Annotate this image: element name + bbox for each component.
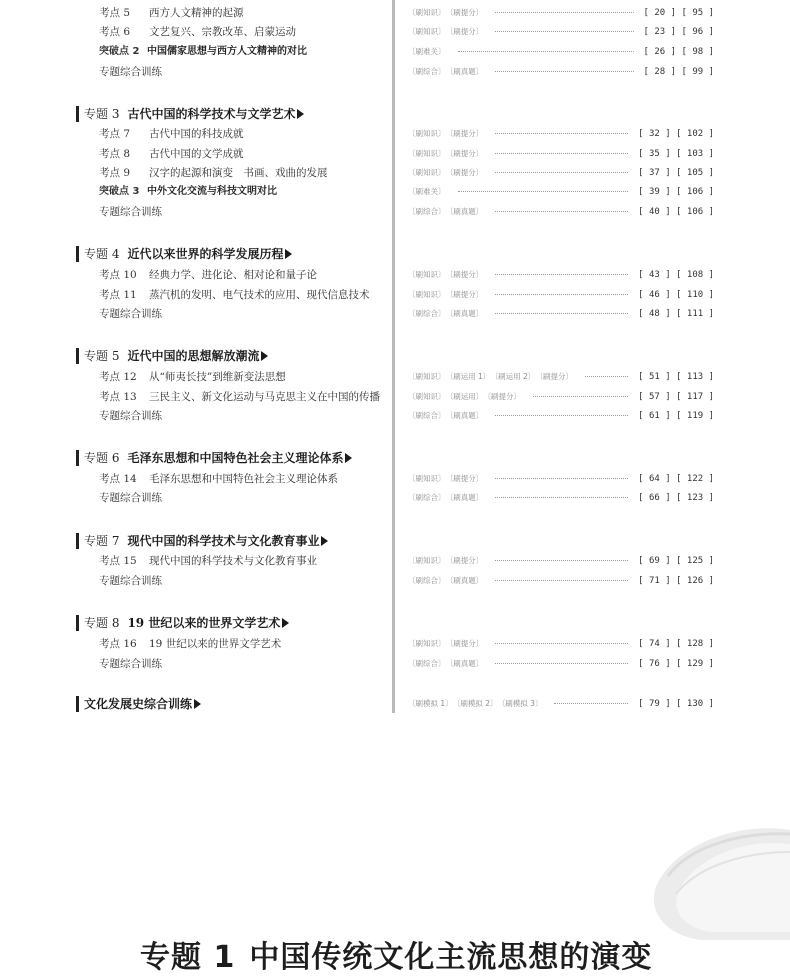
toc-topic-row: [0, 694, 790, 714]
toc-entry-practice: [408, 654, 714, 674]
toc-entry-title: 现代中国的科学技术与文化教育事业: [127, 534, 320, 548]
page-numbers: [ 32 ] [ 102 ]: [638, 129, 714, 139]
toc-entry-row: [0, 124, 790, 144]
practice-tag: 〔刷综合〕: [408, 207, 446, 216]
toc-entry-practice: [408, 634, 714, 654]
toc-entry-code: 考点 15: [99, 555, 137, 567]
toc-entry-practice: [408, 367, 714, 387]
practice-tag: 〔刷模拟 3〕: [501, 699, 543, 708]
toc-entry-code: 专题 4: [84, 247, 120, 261]
triangle-right-icon: [345, 453, 352, 463]
toc-entry-label: [99, 654, 162, 674]
toc-entry-label: [99, 304, 162, 324]
leader-dots: [554, 703, 628, 705]
page-numbers: [ 51 ] [ 113 ]: [638, 372, 714, 382]
practice-tags: [408, 699, 546, 708]
toc-entry-row: [0, 3, 790, 23]
page-numbers: [ 74 ] [ 128 ]: [638, 639, 714, 649]
toc-entry-title: 中外文化交流与科技文明对比: [147, 186, 277, 197]
practice-tag: 〔刷知识〕: [408, 556, 446, 565]
toc-entry-practice: [408, 144, 714, 164]
toc-entry-label: [99, 571, 162, 591]
practice-tags: [408, 270, 487, 279]
toc-entry-practice: [408, 551, 714, 571]
toc-entry-practice: [408, 202, 714, 222]
practice-tags: [408, 67, 487, 76]
leader-dots: [495, 497, 628, 499]
topic-marker-bar: [76, 106, 79, 122]
toc-entry-label: [84, 448, 352, 468]
practice-tags: [408, 309, 487, 318]
practice-tag: 〔刷提分〕: [449, 8, 484, 17]
practice-tag: 〔刷难关〕: [408, 47, 446, 56]
practice-tag: 〔刷运用〕: [449, 392, 484, 401]
toc-entry-label: [99, 285, 370, 305]
toc-entry-title: 西方人文精神的起源: [149, 7, 244, 19]
triangle-right-icon: [282, 618, 289, 628]
toc-entry-title: 汉字的起源和演变 书画、戏曲的发展: [149, 167, 328, 179]
toc-entry-label: [99, 22, 296, 42]
practice-tag: 〔刷知识〕: [408, 149, 446, 158]
triangle-right-icon: [285, 249, 292, 259]
toc-entry-label: [84, 531, 328, 551]
practice-tag: 〔刷知识〕: [408, 168, 446, 177]
toc-entry-row: [0, 387, 790, 407]
page-numbers: [ 35 ] [ 103 ]: [638, 149, 714, 159]
practice-tag: 〔刷提分〕: [449, 129, 484, 138]
toc-entry-row: [0, 163, 790, 183]
toc-entry-title: 专题综合训练: [99, 410, 162, 422]
toc-entry-row: [0, 488, 790, 508]
practice-tag: 〔刷知识〕: [408, 392, 446, 401]
practice-tags: [408, 8, 487, 17]
leader-dots: [458, 191, 629, 193]
topic-marker-bar: [76, 615, 79, 631]
toc-entry-practice: [408, 285, 714, 305]
practice-tags: [408, 659, 487, 668]
practice-tags: [408, 392, 525, 401]
leader-dots: [495, 580, 628, 582]
toc-entry-title: 近代以来世界的科学发展历程: [127, 247, 284, 261]
toc-entry-row: [0, 571, 790, 591]
practice-tag: 〔刷知识〕: [408, 27, 446, 36]
practice-tags: [408, 474, 487, 483]
toc-topic-row: [0, 448, 790, 468]
toc-entry-title: 文艺复兴、宗教改革、启蒙运动: [149, 26, 296, 38]
toc-entry-label: [84, 694, 201, 714]
page-numbers: [ 57 ] [ 117 ]: [638, 392, 714, 402]
toc-entry-practice: [408, 488, 714, 508]
toc-entry-label: [99, 367, 286, 387]
toc-entry-code: 考点 11: [99, 289, 137, 301]
toc-entry-row: [0, 551, 790, 571]
practice-tags: [408, 639, 487, 648]
practice-tag: 〔刷真题〕: [449, 309, 484, 318]
toc-entry-practice: [408, 182, 714, 202]
topic-marker-bar: [76, 450, 79, 466]
practice-tag: 〔刷知识〕: [408, 639, 446, 648]
practice-tag: 〔刷知识〕: [408, 372, 446, 381]
practice-tag: 〔刷知识〕: [408, 8, 446, 17]
page-numbers: [ 76 ] [ 129 ]: [638, 659, 714, 669]
toc-entry-code: 专题 5: [84, 349, 120, 363]
toc-entry-practice: [408, 163, 714, 183]
toc-topic-row: [0, 244, 790, 264]
practice-tag: 〔刷知识〕: [408, 270, 446, 279]
practice-tags: [408, 372, 577, 381]
toc-topic-row: [0, 104, 790, 124]
practice-tag: 〔刷提分〕: [449, 474, 484, 483]
toc-entry-practice: [408, 265, 714, 285]
toc-entry-title: 专题综合训练: [99, 206, 162, 218]
practice-tags: [408, 47, 450, 56]
toc-entry-title: 毛泽东思想和中国特色社会主义理论体系: [149, 473, 338, 485]
toc-entry-row: [0, 469, 790, 489]
leader-dots: [495, 274, 628, 276]
toc-entry-row: [0, 304, 790, 324]
toc-entry-code: 突破点 2: [99, 46, 140, 57]
toc-entry-title: 古代中国的科技成就: [149, 128, 244, 140]
toc-entry-label: [99, 182, 277, 202]
practice-tags: [408, 27, 487, 36]
page-numbers: [ 48 ] [ 111 ]: [638, 309, 714, 319]
toc-entry-label: [99, 3, 244, 23]
leader-dots: [495, 211, 628, 213]
toc-entry-label: [99, 202, 162, 222]
page-numbers: [ 23 ] [ 96 ]: [643, 27, 714, 37]
toc-entry-practice: [408, 42, 714, 62]
toc-entry-practice: [408, 571, 714, 591]
toc-entry-row: [0, 22, 790, 42]
practice-tag: 〔刷提分〕: [449, 556, 484, 565]
toc-entry-label: [99, 42, 307, 62]
practice-tag: 〔刷提分〕: [449, 290, 484, 299]
leader-dots: [495, 133, 628, 135]
toc-entry-practice: [408, 694, 714, 714]
practice-tags: [408, 207, 487, 216]
toc-entry-row: [0, 42, 790, 62]
toc-entry-row: [0, 406, 790, 426]
toc-entry-title: 三民主义、新文化运动与马克思主义在中国的传播: [149, 391, 380, 403]
toc-entry-practice: [408, 304, 714, 324]
triangle-right-icon: [261, 351, 268, 361]
practice-tag: 〔刷真题〕: [449, 411, 484, 420]
toc-entry-row: [0, 654, 790, 674]
practice-tag: 〔刷综合〕: [408, 411, 446, 420]
leader-dots: [495, 313, 628, 315]
toc-topic-row: [0, 531, 790, 551]
toc-entry-title: 19 世纪以来的世界文学艺术: [149, 638, 282, 650]
toc-entry-label: [84, 346, 268, 366]
toc-entry-code: 考点 14: [99, 473, 137, 485]
topic-marker-bar: [76, 533, 79, 549]
toc-entry-row: [0, 202, 790, 222]
leader-dots: [533, 396, 628, 398]
practice-tags: [408, 290, 487, 299]
toc-entry-title: 19 世纪以来的世界文学艺术: [127, 616, 281, 630]
topic-marker-bar: [76, 246, 79, 262]
triangle-right-icon: [297, 109, 304, 119]
practice-tag: 〔刷真题〕: [449, 493, 484, 502]
toc-entry-practice: [408, 406, 714, 426]
page-numbers: [ 26 ] [ 98 ]: [643, 47, 714, 57]
practice-tag: 〔刷模拟 1〕: [408, 699, 453, 708]
triangle-right-icon: [321, 536, 328, 546]
toc-entry-row: [0, 265, 790, 285]
leader-dots: [495, 560, 628, 562]
practice-tag: 〔刷知识〕: [408, 290, 446, 299]
toc-entry-title: 专题综合训练: [99, 492, 162, 504]
toc-entry-label: [99, 551, 317, 571]
toc-entry-row: [0, 367, 790, 387]
toc-entry-label: [99, 406, 162, 426]
leader-dots: [495, 153, 628, 155]
page-numbers: [ 20 ] [ 95 ]: [643, 8, 714, 18]
practice-tags: [408, 411, 487, 420]
toc-entry-practice: [408, 124, 714, 144]
practice-tag: 〔刷提分〕: [449, 168, 484, 177]
practice-tags: [408, 187, 450, 196]
toc-entry-label: [99, 144, 244, 164]
toc-entry-practice: [408, 62, 714, 82]
toc-entry-title: 从“师夷长技”到维新变法思想: [149, 371, 286, 383]
practice-tag: 〔刷运用 1〕: [449, 372, 491, 381]
toc-entry-practice: [408, 3, 714, 23]
leader-dots: [495, 31, 633, 33]
toc-entry-label: [99, 634, 281, 654]
toc-entry-title: 古代中国的文学成就: [149, 148, 244, 160]
toc-entry-code: 考点 6: [99, 26, 131, 38]
page-numbers: [ 43 ] [ 108 ]: [638, 270, 714, 280]
section-heading: [140, 932, 652, 976]
practice-tag: 〔刷提分〕: [539, 372, 574, 381]
practice-tag: 〔刷提分〕: [449, 149, 484, 158]
toc-entry-row: [0, 634, 790, 654]
practice-tag: 〔刷真题〕: [449, 659, 484, 668]
leader-dots: [585, 376, 628, 378]
page-numbers: [ 46 ] [ 110 ]: [638, 290, 714, 300]
practice-tag: 〔刷提分〕: [449, 27, 484, 36]
practice-tag: 〔刷综合〕: [408, 309, 446, 318]
toc-entry-code: 专题 7: [84, 534, 120, 548]
leader-dots: [495, 415, 628, 417]
triangle-right-icon: [194, 699, 201, 709]
leader-dots: [495, 643, 628, 645]
page-numbers: [ 69 ] [ 125 ]: [638, 556, 714, 566]
toc-entry-label: [99, 387, 380, 407]
practice-tag: 〔刷模拟 2〕: [456, 699, 498, 708]
practice-tag: 〔刷真题〕: [449, 576, 484, 585]
toc-entry-code: 考点 10: [99, 269, 137, 281]
practice-tags: [408, 168, 487, 177]
practice-tag: 〔刷难关〕: [408, 187, 446, 196]
toc-entry-practice: [408, 387, 714, 407]
toc-entry-label: [84, 613, 289, 633]
practice-tag: 〔刷综合〕: [408, 67, 446, 76]
page-numbers: [ 39 ] [ 106 ]: [638, 187, 714, 197]
toc-entry-title: 专题综合训练: [99, 575, 162, 587]
practice-tag: 〔刷提分〕: [449, 270, 484, 279]
toc-entry-code: 考点 9: [99, 167, 131, 179]
toc-entry-label: [99, 488, 162, 508]
toc-entry-row: [0, 182, 790, 202]
practice-tag: 〔刷真题〕: [449, 207, 484, 216]
toc-entry-label: [99, 124, 244, 144]
toc-entry-title: 专题综合训练: [99, 66, 162, 78]
toc-entry-row: [0, 285, 790, 305]
toc-entry-code: 专题 3: [84, 107, 120, 121]
practice-tag: 〔刷提分〕: [487, 392, 521, 401]
page-numbers: [ 66 ] [ 123 ]: [638, 493, 714, 503]
toc-entry-code: 考点 13: [99, 391, 137, 403]
practice-tag: 〔刷综合〕: [408, 659, 446, 668]
toc-entry-title: 近代中国的思想解放潮流: [127, 349, 260, 363]
toc-entry-title: 专题综合训练: [99, 658, 162, 670]
toc-entry-code: 专题 8: [84, 616, 120, 630]
practice-tags: [408, 556, 487, 565]
toc-entry-title: 经典力学、进化论、相对论和量子论: [149, 269, 317, 281]
toc-entry-title: 中国儒家思想与西方人文精神的对比: [147, 46, 307, 57]
practice-tag: 〔刷提分〕: [449, 639, 484, 648]
leader-dots: [495, 478, 628, 480]
toc-entry-label: [99, 62, 162, 82]
ink-brush-decoration: [640, 822, 790, 942]
toc-entry-row: [0, 144, 790, 164]
practice-tags: [408, 493, 487, 502]
toc-entry-label: [99, 469, 338, 489]
practice-tags: [408, 129, 487, 138]
toc-entry-title: 毛泽东思想和中国特色社会主义理论体系: [127, 451, 344, 465]
toc-entry-practice: [408, 22, 714, 42]
topic-marker-bar: [76, 696, 79, 712]
toc-entry-label: [84, 244, 292, 264]
toc-entry-title: 古代中国的科学技术与文学艺术: [127, 107, 296, 121]
toc-topic-row: [0, 346, 790, 366]
toc-entry-row: [0, 62, 790, 82]
toc-entry-label: [99, 265, 317, 285]
toc-entry-title: 专题综合训练: [99, 308, 162, 320]
page-numbers: [ 37 ] [ 105 ]: [638, 168, 714, 178]
leader-dots: [495, 12, 633, 14]
toc-topic-row: [0, 613, 790, 633]
toc-entry-code: 专题 6: [84, 451, 120, 465]
section-heading-title: 中国传统文化主流思想的演变: [249, 940, 653, 975]
toc-entry-code: 考点 5: [99, 7, 131, 19]
practice-tags: [408, 576, 487, 585]
practice-tag: 〔刷知识〕: [408, 129, 446, 138]
leader-dots: [495, 172, 628, 174]
toc-entry-code: 考点 16: [99, 638, 137, 650]
leader-dots: [495, 71, 633, 73]
toc-entry-label: [84, 104, 304, 124]
page-numbers: [ 64 ] [ 122 ]: [638, 474, 714, 484]
practice-tag: 〔刷知识〕: [408, 474, 446, 483]
toc-entry-practice: [408, 469, 714, 489]
page-numbers: [ 28 ] [ 99 ]: [643, 67, 714, 77]
practice-tag: 〔刷真题〕: [449, 67, 484, 76]
section-heading-code: 专题 1: [140, 940, 236, 975]
topic-marker-bar: [76, 348, 79, 364]
page-numbers: [ 79 ] [ 130 ]: [638, 699, 714, 709]
toc-entry-label: [99, 163, 328, 183]
page-numbers: [ 71 ] [ 126 ]: [638, 576, 714, 586]
toc-entry-code: 考点 7: [99, 128, 131, 140]
practice-tag: 〔刷运用 2〕: [494, 372, 536, 381]
toc-entry-code: 考点 8: [99, 148, 131, 160]
leader-dots: [458, 51, 634, 53]
toc-entry-title: 现代中国的科学技术与文化教育事业: [149, 555, 317, 567]
practice-tag: 〔刷综合〕: [408, 576, 446, 585]
page-numbers: [ 61 ] [ 119 ]: [638, 411, 714, 421]
toc-entry-title: 文化发展史综合训练: [84, 697, 193, 711]
page-numbers: [ 40 ] [ 106 ]: [638, 207, 714, 217]
leader-dots: [495, 663, 628, 665]
practice-tags: [408, 149, 487, 158]
leader-dots: [495, 294, 628, 296]
practice-tag: 〔刷综合〕: [408, 493, 446, 502]
toc-entry-code: 考点 12: [99, 371, 137, 383]
toc-entry-code: 突破点 3: [99, 186, 140, 197]
toc-entry-title: 蒸汽机的发明、电气技术的应用、现代信息技术: [149, 289, 370, 301]
